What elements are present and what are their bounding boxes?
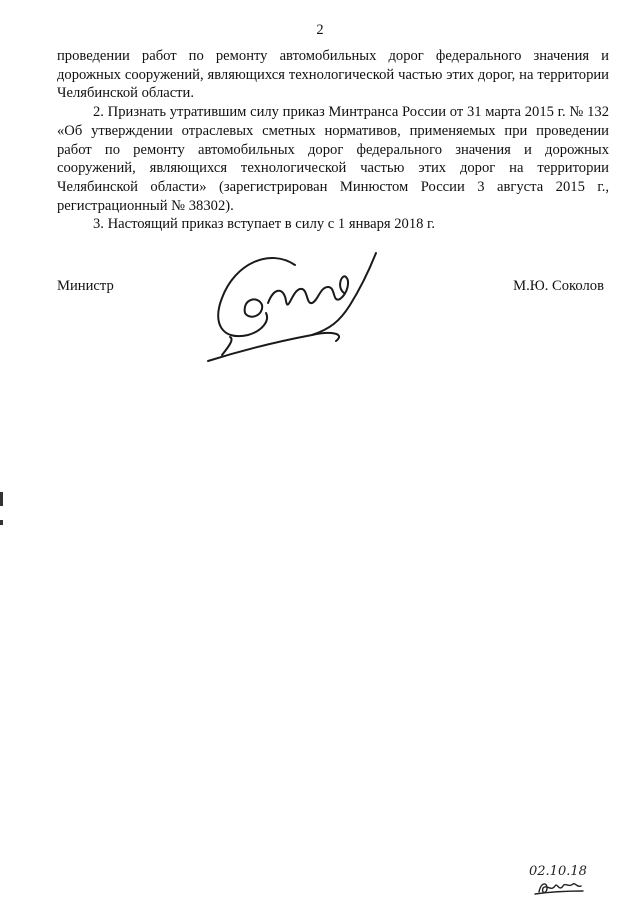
paragraph-2: 2. Признать утратившим силу приказ Минтранса России от 31 марта 2015 г. № 132 «Об утверждении отраслевых сметных нормативов, применяемых при проведении работ по ремонту автомобильных дорог федерального значения и дорожных сооружений, являющихся технологической частью этих дорог на территории Челябинской области» (зарегистрирован Минюстом России 3 августа 2015 г., регистрационный № 38302). [57,104,609,214]
handwritten-date: 02.10.18 [529,864,587,879]
handwritten-date-note [525,858,595,898]
document-body [57,47,609,234]
margin-tick [0,492,3,506]
signatory-title: Министр [57,278,114,294]
page-number: 2 [316,22,324,38]
paragraph-continuation: проведении работ по ремонту автомобильных дорог федерального значения и дорожных сооружений, являющихся технологической частью этих дорог, на территории Челябинской области. [57,48,609,102]
signatory-name: М.Ю. Соколов [513,278,604,294]
handwritten-signature [200,243,390,373]
paragraph-3: 3. Настоящий приказ вступает в силу с 1 января 2018 г. [93,216,436,233]
margin-tick [0,520,3,525]
